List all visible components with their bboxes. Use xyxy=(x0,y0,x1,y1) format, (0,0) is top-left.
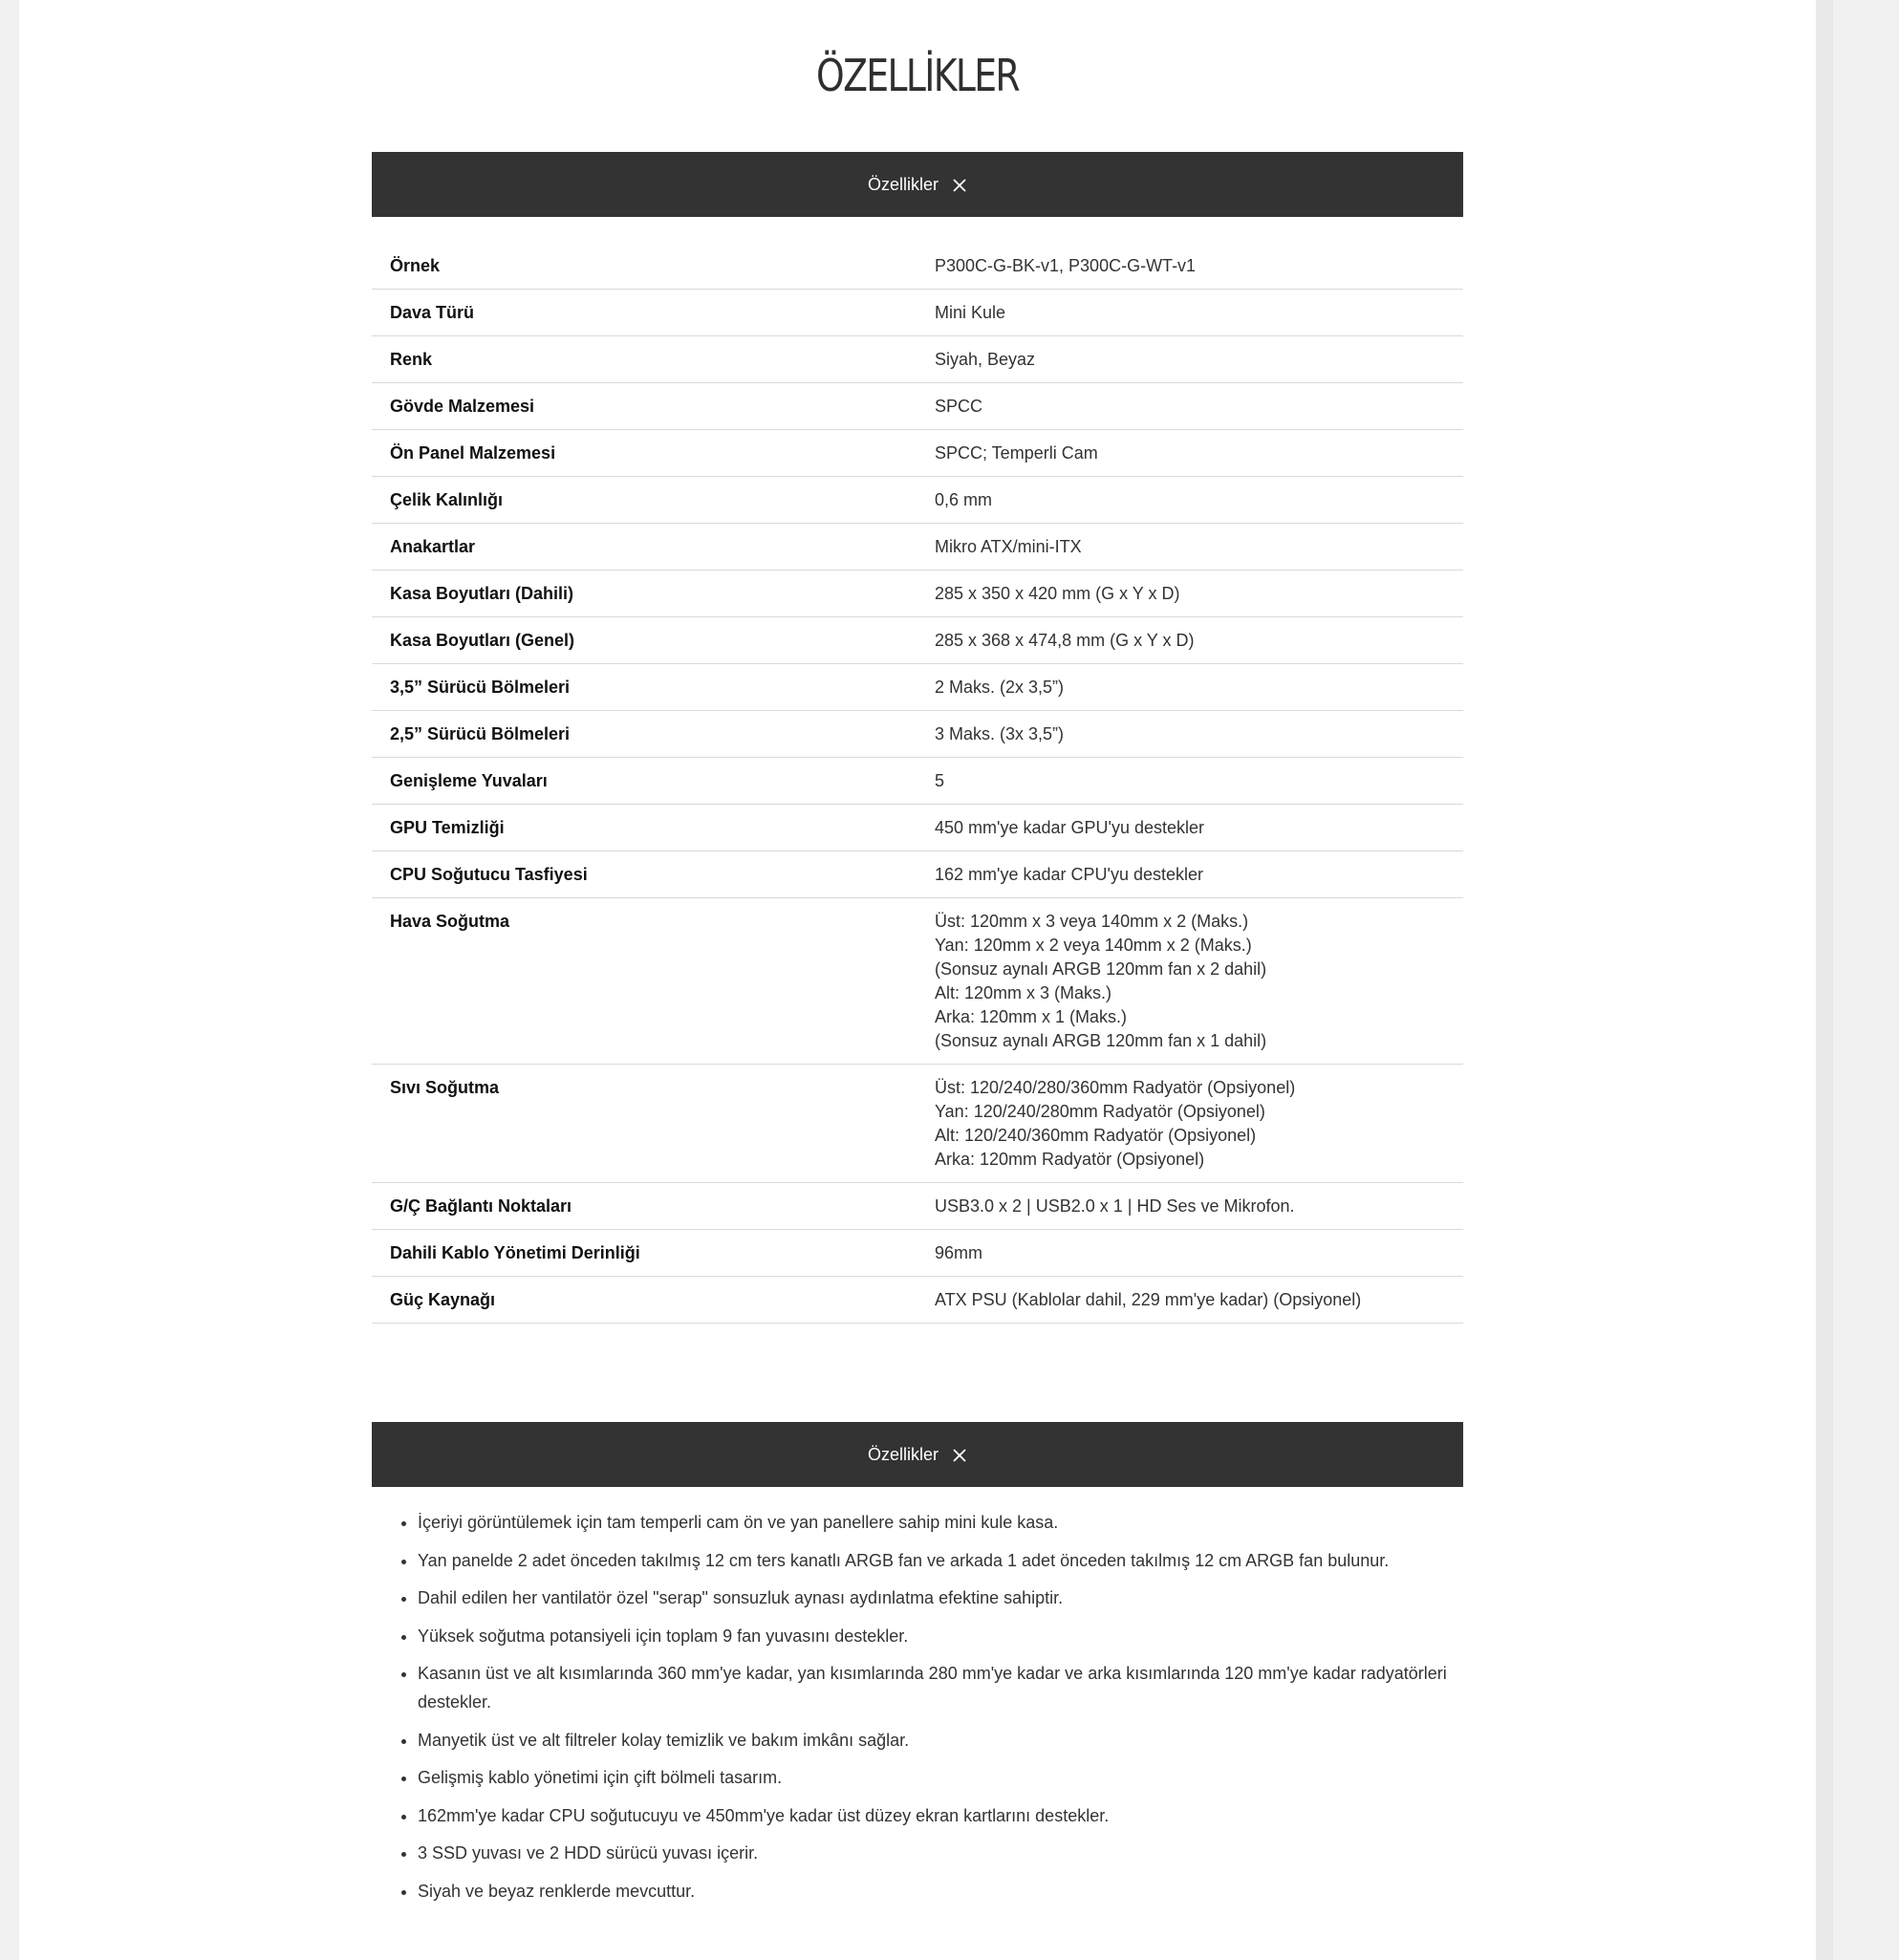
feature-item: • Dahil edilen her vantilatör özel "serap" sonsuzluk aynası aydınlatma efektine sahiptir. xyxy=(418,1583,1463,1612)
specs-accordion-header[interactable] xyxy=(372,152,1463,217)
features-list xyxy=(372,1508,1463,1914)
spec-value-line: Üst: 120mm x 3 veya 140mm x 2 (Maks.) xyxy=(935,912,1249,931)
spec-key: Örnek xyxy=(372,243,917,290)
spec-value xyxy=(917,336,1463,383)
spec-value xyxy=(917,1277,1463,1324)
spec-key: G/Ç Bağlantı Noktaları xyxy=(372,1183,917,1230)
accordion-label: Özellikler xyxy=(867,1444,939,1464)
spec-key: Hava Soğutma xyxy=(372,898,917,1065)
spec-value-line: ATX PSU (Kablolar dahil, 229 mm'ye kadar) (Opsiyonel) xyxy=(935,1290,1362,1309)
spec-row xyxy=(372,383,1463,430)
spec-value xyxy=(917,805,1463,851)
page-title: ÖZELLİKLER xyxy=(816,50,1019,101)
spec-key: GPU Temizliği xyxy=(372,805,917,851)
spec-value xyxy=(917,1183,1463,1230)
feature-item: • 162mm'ye kadar CPU soğutucuyu ve 450mm'ye kadar üst düzey ekran kartlarını destekler. xyxy=(418,1801,1463,1830)
spec-key: 2,5” Sürücü Bölmeleri xyxy=(372,711,917,758)
spec-value-line: 285 x 368 x 474,8 mm (G x Y x D) xyxy=(935,631,1195,650)
spec-value-line: Yan: 120/240/280mm Radyatör (Opsiyonel) xyxy=(935,1102,1265,1121)
spec-key: Güç Kaynağı xyxy=(372,1277,917,1324)
spec-value xyxy=(917,477,1463,524)
spec-value xyxy=(917,711,1463,758)
spec-row xyxy=(372,898,1463,1065)
feature-item: • Manyetik üst ve alt filtreler kolay temizlik ve bakım imkânı sağlar. xyxy=(418,1726,1463,1755)
spec-value xyxy=(917,617,1463,664)
spec-row xyxy=(372,1230,1463,1277)
spec-value xyxy=(917,898,1463,1065)
spec-row xyxy=(372,664,1463,711)
spec-row xyxy=(372,805,1463,851)
spec-key: Kasa Boyutları (Dahili) xyxy=(372,571,917,617)
spec-value-line: 96mm xyxy=(935,1243,983,1262)
spec-row xyxy=(372,1065,1463,1183)
spec-value-line: 3 Maks. (3x 3,5”) xyxy=(935,724,1065,743)
close-icon[interactable] xyxy=(952,1448,967,1463)
close-icon[interactable] xyxy=(952,178,967,193)
spec-value-line: Üst: 120/240/280/360mm Radyatör (Opsiyonel) xyxy=(935,1078,1296,1097)
spec-value-line: 162 mm'ye kadar CPU'yu destekler xyxy=(935,865,1203,884)
spec-value-line: Siyah, Beyaz xyxy=(935,350,1036,369)
spec-row xyxy=(372,851,1463,898)
scrollbar-track[interactable] xyxy=(1816,0,1833,1960)
spec-key: Gövde Malzemesi xyxy=(372,383,917,430)
spec-key: CPU Soğutucu Tasfiyesi xyxy=(372,851,917,898)
feature-item: • Gelişmiş kablo yönetimi için çift bölmeli tasarım. xyxy=(418,1763,1463,1792)
spec-value xyxy=(917,430,1463,477)
feature-item: • Siyah ve beyaz renklerde mevcuttur. xyxy=(418,1877,1463,1906)
spec-value-line: Alt: 120mm x 3 (Maks.) xyxy=(935,983,1112,1002)
spec-row xyxy=(372,430,1463,477)
feature-item: • Yüksek soğutma potansiyeli için toplam 9 fan yuvasını destekler. xyxy=(418,1622,1463,1650)
spec-value xyxy=(917,571,1463,617)
feature-item: • 3 SSD yuvası ve 2 HDD sürücü yuvası içerir. xyxy=(418,1839,1463,1867)
spec-value-line: (Sonsuz aynalı ARGB 120mm fan x 1 dahil) xyxy=(935,1031,1267,1050)
spec-value xyxy=(917,383,1463,430)
spec-row xyxy=(372,243,1463,290)
spec-value-line: 450 mm'ye kadar GPU'yu destekler xyxy=(935,818,1204,837)
spec-row xyxy=(372,711,1463,758)
spec-row xyxy=(372,1183,1463,1230)
spec-key: Kasa Boyutları (Genel) xyxy=(372,617,917,664)
spec-value xyxy=(917,243,1463,290)
accordion-label: Özellikler xyxy=(867,174,939,194)
spec-value xyxy=(917,664,1463,711)
spec-value xyxy=(917,851,1463,898)
spec-value-line: Mini Kule xyxy=(935,303,1006,322)
spec-key: Dahili Kablo Yönetimi Derinliği xyxy=(372,1230,917,1277)
spec-value-line: Arka: 120mm x 1 (Maks.) xyxy=(935,1007,1128,1026)
spec-table xyxy=(372,243,1463,1324)
feature-item: • İçeriyi görüntülemek için tam temperli cam ön ve yan panellere sahip mini kule kasa. xyxy=(418,1508,1463,1537)
spec-value-line: (Sonsuz aynalı ARGB 120mm fan x 2 dahil) xyxy=(935,959,1267,979)
spec-key: Genişleme Yuvaları xyxy=(372,758,917,805)
feature-item: • Kasanın üst ve alt kısımlarında 360 mm'ye kadar, yan kısımlarında 280 mm'ye kadar ve arka kısımlarında 120 mm'ye kadar radyatörleri destekler. xyxy=(418,1659,1463,1716)
spec-value xyxy=(917,1065,1463,1183)
spec-row xyxy=(372,336,1463,383)
spec-row xyxy=(372,524,1463,571)
features-accordion-header[interactable] xyxy=(372,1422,1463,1487)
spec-key: Ön Panel Malzemesi xyxy=(372,430,917,477)
spec-value-line: Arka: 120mm Radyatör (Opsiyonel) xyxy=(935,1150,1205,1169)
spec-value xyxy=(917,290,1463,336)
spec-key: Sıvı Soğutma xyxy=(372,1065,917,1183)
spec-row xyxy=(372,290,1463,336)
spec-value xyxy=(917,1230,1463,1277)
spec-value xyxy=(917,758,1463,805)
spec-value-line: Mikro ATX/mini-ITX xyxy=(935,537,1082,556)
spec-value-line: 5 xyxy=(935,771,945,790)
spec-key: Çelik Kalınlığı xyxy=(372,477,917,524)
spec-value-line: Alt: 120/240/360mm Radyatör (Opsiyonel) xyxy=(935,1126,1257,1145)
spec-value-line: Yan: 120mm x 2 veya 140mm x 2 (Maks.) xyxy=(935,936,1252,955)
spec-row xyxy=(372,1277,1463,1324)
spec-value-line: USB3.0 x 2 | USB2.0 x 1 | HD Ses ve Mikrofon. xyxy=(935,1196,1295,1216)
spec-row xyxy=(372,477,1463,524)
spec-row xyxy=(372,571,1463,617)
spec-value-line: P300C-G-BK-v1, P300C-G-WT-v1 xyxy=(935,256,1197,275)
spec-value-line: 2 Maks. (2x 3,5”) xyxy=(935,678,1065,697)
spec-key: Renk xyxy=(372,336,917,383)
spec-value xyxy=(917,524,1463,571)
spec-row xyxy=(372,617,1463,664)
spec-value-line: 285 x 350 x 420 mm (G x Y x D) xyxy=(935,584,1180,603)
spec-value-line: SPCC xyxy=(935,397,983,416)
spec-value-line: 0,6 mm xyxy=(935,490,993,509)
spec-row xyxy=(372,758,1463,805)
spec-key: 3,5” Sürücü Bölmeleri xyxy=(372,664,917,711)
spec-value-line: SPCC; Temperli Cam xyxy=(935,443,1098,463)
spec-key: Dava Türü xyxy=(372,290,917,336)
spec-key: Anakartlar xyxy=(372,524,917,571)
feature-item: • Yan panelde 2 adet önceden takılmış 12 cm ters kanatlı ARGB fan ve arkada 1 adet önceden takılmış 12 cm ARGB fan bulunur. xyxy=(418,1546,1463,1575)
